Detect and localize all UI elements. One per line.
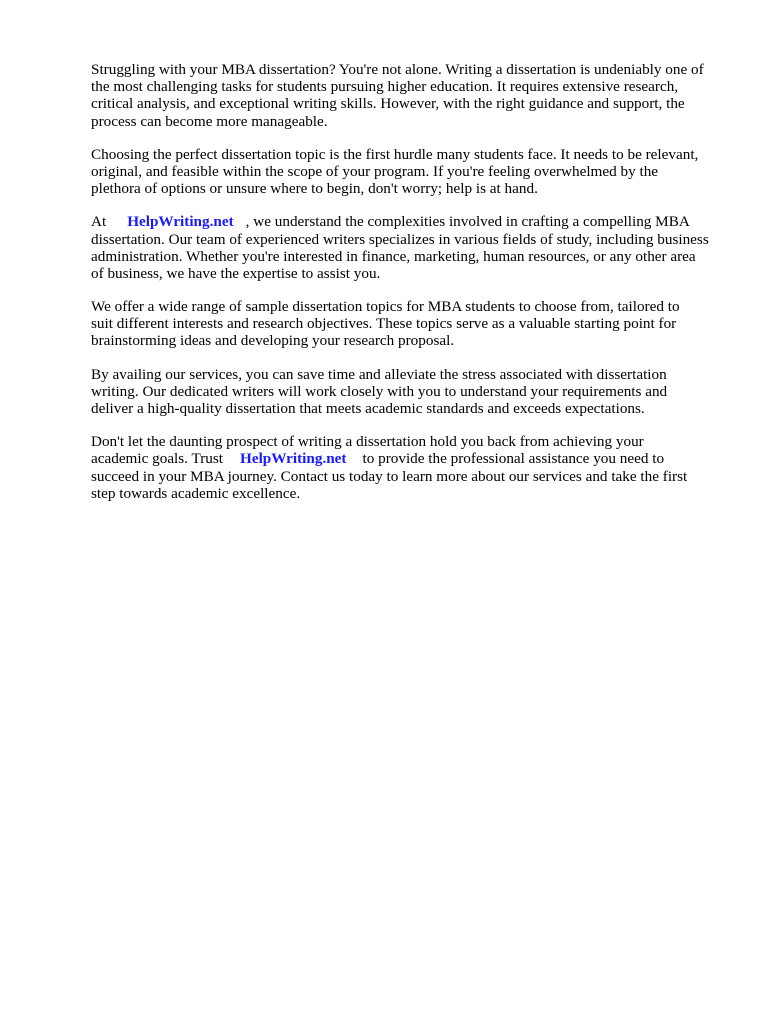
paragraph-about xyxy=(91,213,731,282)
text-line: administration. Whether you're interested in finance, marketing, human resources, or any other area xyxy=(91,247,696,265)
text-line: original, and feasible within the scope of your program. If you're feeling overwhelmed by the xyxy=(91,162,659,180)
text-line: We offer a wide range of sample dissertation topics for MBA students to choose from, tailored to xyxy=(91,298,680,316)
paragraph-topics-offer xyxy=(91,298,731,350)
text-segment: to provide the professional assistance you need to xyxy=(362,450,665,468)
text-line: step towards academic excellence. xyxy=(91,484,301,502)
document-body xyxy=(91,61,731,518)
text-line: Choosing the perfect dissertation topic is the first hurdle many students face. It needs to be relevant, xyxy=(91,145,699,163)
text-line: plethora of options or unsure where to begin, don't worry; help is at hand. xyxy=(91,180,538,198)
text-segment: At xyxy=(91,213,107,231)
text-line: process can become more manageable. xyxy=(91,112,328,130)
paragraph-topic xyxy=(91,146,731,198)
paragraph-call-to-action xyxy=(91,433,731,502)
text-line: brainstorming ideas and developing your research proposal. xyxy=(91,332,455,350)
text-line: dissertation. Our team of experienced writers specializes in various fields of study, including business xyxy=(91,230,709,248)
text-line: deliver a high-quality dissertation that meets academic standards and exceeds expectations. xyxy=(91,400,645,417)
text-line: critical analysis, and exceptional writing skills. However, with the right guidance and support, the xyxy=(91,95,685,113)
paragraph-intro xyxy=(91,61,731,130)
paragraph-services xyxy=(91,366,731,418)
text-line: suit different interests and research objectives. These topics serve as a valuable starting point for xyxy=(91,315,677,333)
helpwriting-link[interactable]: HelpWriting.net xyxy=(240,450,347,468)
text-line: writing. Our dedicated writers will work closely with you to understand your requirements and xyxy=(91,382,668,400)
text-line: succeed in your MBA journey. Contact us today to learn more about our services and take the first xyxy=(91,467,688,485)
helpwriting-link[interactable]: HelpWriting.net xyxy=(127,213,234,231)
text-line: of business, we have the expertise to assist you. xyxy=(91,264,381,282)
text-line: By availing our services, you can save time and alleviate the stress associated with dissertation xyxy=(91,365,667,383)
text-line: the most challenging tasks for students pursuing higher education. It requires extensive research, xyxy=(91,78,679,96)
text-line: Struggling with your MBA dissertation? You're not alone. Writing a dissertation is undeniably one of xyxy=(91,61,704,78)
text-line: Don't let the daunting prospect of writing a dissertation hold you back from achieving your xyxy=(91,433,644,451)
text-segment: academic goals. Trust xyxy=(91,450,224,468)
text-line xyxy=(91,213,731,230)
text-line xyxy=(91,450,731,467)
text-segment: , we understand the complexities involved in crafting a compelling MBA xyxy=(245,213,690,231)
